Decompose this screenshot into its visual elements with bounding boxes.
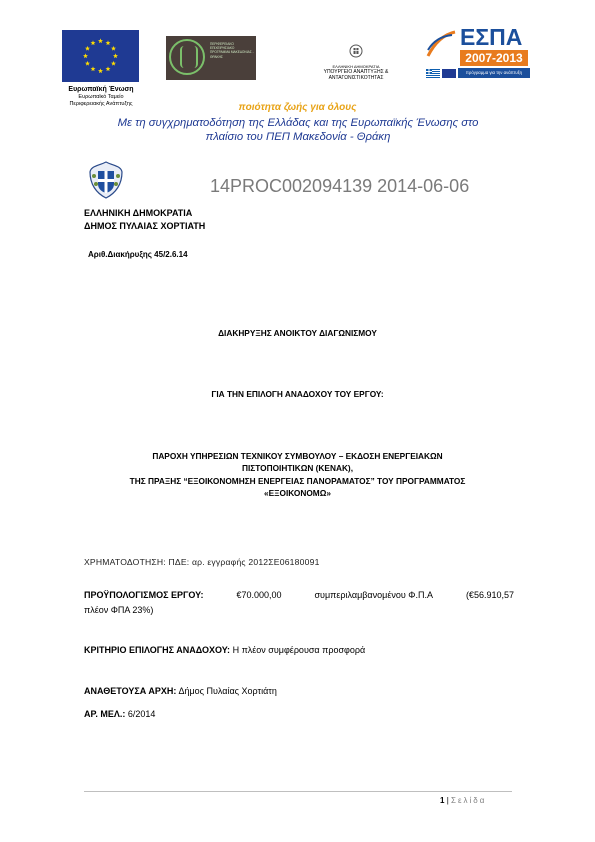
- declaration-number: Αριθ.Διακήρυξης 45/2.6.14: [88, 250, 188, 259]
- quality-of-life-slogan: ποιότητα ζωής για όλους: [238, 102, 357, 113]
- page-separator: |: [446, 796, 449, 805]
- ministry-republic-text: ΕΛΛΗΝΙΚΗ ΔΗΜΟΚΡΑΤΙΑ: [332, 64, 380, 69]
- espa-swoosh-icon: [426, 30, 456, 60]
- project-line-2: ΠΙΣΤΟΠΟΙΗΤΙΚΩΝ (ΚΕΝΑΚ),: [241, 463, 354, 474]
- cofunding-line-1: Με τη συγχρηματοδότηση της Ελλάδας και της Ευρωπαϊκής Ένωσης στο: [117, 117, 479, 129]
- project-budget: [84, 588, 514, 618]
- eu-star-icon: [106, 40, 111, 45]
- eu-star-icon: [111, 46, 116, 51]
- eu-flag-logo: [62, 30, 139, 82]
- budget-net-vat: πλέον ΦΠΑ 23%): [84, 605, 154, 615]
- eu-flag-small-icon: [442, 69, 456, 78]
- greek-emblem-icon: [349, 44, 363, 58]
- eu-star-icon: [91, 40, 96, 45]
- criterion-value: Η πλέον συμφέρουσα προσφορά: [232, 645, 366, 655]
- page-footer: [440, 796, 486, 805]
- page-word: Σελίδα: [451, 796, 487, 805]
- ada-code: 14PROC002094139 2014-06-06: [210, 176, 470, 196]
- espa-bar: [426, 68, 530, 78]
- eu-star-icon: [106, 66, 111, 71]
- pep-emblem-icon: [169, 39, 205, 75]
- eu-star-icon: [111, 61, 116, 66]
- espa-title: ΕΣΠΑ: [460, 24, 523, 50]
- reference-value: 6/2014: [127, 709, 156, 719]
- espa-slogan: πρόγραμμα για την ανάπτυξη: [458, 68, 530, 78]
- budget-vat-included: συμπεριλαμβανομένου Φ.Π.Α: [314, 590, 433, 600]
- republic-line: ΕΛΛΗΝΙΚΗ ΔΗΜΟΚΡΑΤΙΑ: [84, 208, 193, 218]
- contracting-authority: [84, 686, 277, 696]
- eu-caption-development: Περιφερειακής Ανάπτυξης: [69, 100, 133, 107]
- budget-amount: €70.000,00: [236, 590, 282, 600]
- ministry-name-text: ΥΠΟΥΡΓΕΙΟ ΑΝΑΠΤΥΞΗΣ & ΑΝΤΑΓΩΝΙΣΤΙΚΟΤΗΤΑΣ: [323, 69, 389, 81]
- document-subtitle: ΓΙΑ ΤΗΝ ΕΠΙΛΟΓΗ ΑΝΑΔΟΧΟΥ ΤΟΥ ΕΡΓΟΥ:: [211, 389, 384, 399]
- footer-divider: [84, 791, 512, 792]
- project-line-1: ΠΑΡΟΧΗ ΥΠΗΡΕΣΙΩΝ ΤΕΧΝΙΚΟΥ ΣΥΜΒΟΥΛΟΥ – ΕΚΔΟΣΗ ΕΝΕΡΓΕΙΑΚΩΝ: [152, 451, 443, 461]
- eu-stars-icon: [62, 30, 139, 82]
- greek-flag-icon: [426, 69, 440, 78]
- page-number: 1: [440, 796, 445, 805]
- municipality-line: ΔΗΜΟΣ ΠΥΛΑΙΑΣ ΧΟΡΤΙΑΤΗ: [84, 221, 206, 231]
- eu-star-icon: [98, 38, 103, 43]
- greek-coat-of-arms-icon: [88, 160, 124, 200]
- award-criterion: [84, 645, 365, 655]
- eu-star-icon: [98, 68, 103, 73]
- project-description: [70, 450, 525, 499]
- eu-star-icon: [85, 46, 90, 51]
- eu-star-icon: [113, 53, 118, 58]
- project-line-4: «ΕΞΟΙΚΟΝΟΜΩ»: [264, 487, 331, 498]
- espa-years: 2007-2013: [460, 50, 528, 66]
- cofunding-line-2: πλαίσιο του ΠΕΠ Μακεδονία - Θράκη: [205, 131, 391, 143]
- eu-star-icon: [85, 61, 90, 66]
- pep-logo-text: ΠΕΡΙΦΕΡΕΙΑΚΟ ΕΠΙΧΕΙΡΗΣΙΑΚΟ ΠΡΟΓΡΑΜΜΑ ΜΑΚΕΔΟΝΙΑΣ - ΘΡΑΚΗΣ: [210, 42, 254, 59]
- reference-number: [84, 709, 155, 719]
- cofunding-statement: [78, 116, 518, 144]
- eu-caption-title: Ευρωπαϊκή Ένωση: [68, 86, 134, 93]
- pep-macedonia-thrace-logo: [166, 36, 256, 80]
- eu-star-icon: [91, 66, 96, 71]
- eu-star-icon: [83, 53, 88, 58]
- financing-info: ΧΡΗΜΑΤΟΔΟΤΗΣΗ: ΠΔΕ: αρ. εγγραφής 2012ΣΕ06180091: [84, 557, 320, 567]
- project-line-3: ΤΗΣ ΠΡΑΞΗΣ “ΕΞΟΙΚΟΝΟΜΗΣΗ ΕΝΕΡΓΕΙΑΣ ΠΑΝΟΡΑΜΑΤΟΣ” ΤΟΥ ΠΡΟΓΡΑΜΜΑΤΟΣ: [129, 475, 466, 486]
- budget-net-amount: (€56.910,57: [465, 590, 514, 600]
- issuing-authority: [84, 207, 205, 233]
- contracting-authority-label: ΑΝΑΘΕΤΟΥΣΑ ΑΡΧΗ:: [84, 686, 177, 696]
- document-title: ΔΙΑΚΗΡΥΞΗΣ ΑΝΟΙΚΤΟΥ ΔΙΑΓΩΝΙΣΜΟΥ: [218, 328, 377, 338]
- budget-label: ΠΡΟΫΠΟΛΟΓΙΣΜΟΣ ΕΡΓΟΥ:: [84, 590, 204, 600]
- ministry-logo: [296, 44, 416, 81]
- espa-logo: [426, 26, 530, 80]
- criterion-label: ΚΡΙΤΗΡΙΟ ΕΠΙΛΟΓΗΣ ΑΝΑΔΟΧΟΥ:: [84, 645, 231, 655]
- contracting-authority-value: Δήμος Πυλαίας Χορτιάτη: [178, 686, 277, 696]
- eu-caption-fund: Ευρωπαϊκό Ταμείο: [78, 94, 124, 100]
- reference-label: ΑΡ. ΜΕΛ.:: [84, 709, 126, 719]
